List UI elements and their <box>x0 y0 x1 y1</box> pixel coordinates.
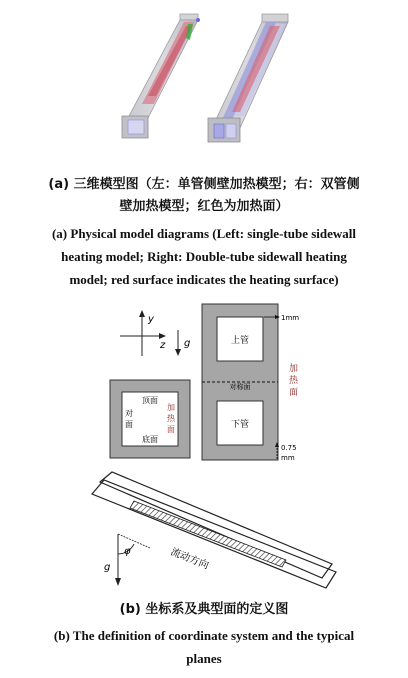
dim-075-label: 0.75 <box>281 444 297 452</box>
flow-direction-label: 流动方向 <box>168 546 211 572</box>
opposite-face-char-2: 面 <box>125 420 133 429</box>
heated-surface-char-3: 面 <box>289 388 299 398</box>
caption-a-en-line1: (a) Physical model diagrams (Left: single-tube sidewall <box>51 226 357 241</box>
single-tube-cross-section <box>110 380 190 458</box>
model-3d-illustration <box>0 0 408 145</box>
coordinate-axes <box>120 310 190 356</box>
gravity-lower-label: g <box>104 562 111 573</box>
double-tube-model <box>208 14 288 142</box>
heated-face-char-2: 热 <box>167 414 175 423</box>
axis-z-label: z <box>160 340 166 351</box>
heated-surface-char-1: 加 <box>289 364 299 374</box>
caption-a-cn-line2: 壁加热模型；红色为加热面） <box>119 199 289 214</box>
heating-strip <box>130 501 286 567</box>
top-face-label: 顶面 <box>142 396 158 405</box>
caption-a-cn-line1: (a) 三维模型图（左：单管侧壁加热模型；右：双管侧 <box>48 177 360 192</box>
dim-1mm-label: 1mm <box>281 314 300 322</box>
caption-b-cn: (b) 坐标系及典型面的定义图 <box>119 602 289 617</box>
caption-a-en-line3: model; red surface indicates the heating surface) <box>69 272 339 287</box>
angle-phi-label: φ <box>124 546 131 557</box>
caption-b-en-line2: planes <box>186 651 222 666</box>
dim-075-unit: mm <box>281 454 295 462</box>
coordinate-definition-diagram <box>0 296 408 596</box>
double-tube-cross-section <box>202 304 299 462</box>
opposite-face-char-1: 对 <box>125 409 133 418</box>
tube-inlet-single <box>128 120 144 134</box>
axis-y-label: y <box>148 314 154 325</box>
inclined-channel <box>92 472 336 588</box>
symmetry-plane-label: 对称面 <box>229 383 251 391</box>
single-tube-model <box>122 14 200 138</box>
upper-tube-label: 上管 <box>230 336 250 346</box>
gravity-label: g <box>184 338 191 349</box>
caption-b-en-line1: (b) The definition of coordinate system and the typical <box>53 628 355 643</box>
bottom-face-label: 底面 <box>142 435 158 444</box>
caption-a-en-line2: heating model; Right: Double-tube sidewall heating <box>61 249 347 264</box>
heated-face-char-3: 面 <box>167 425 175 434</box>
heated-face-char-1: 加 <box>167 403 175 412</box>
lower-tube-label: 下管 <box>230 420 250 430</box>
heated-surface-char-2: 热 <box>289 376 299 386</box>
